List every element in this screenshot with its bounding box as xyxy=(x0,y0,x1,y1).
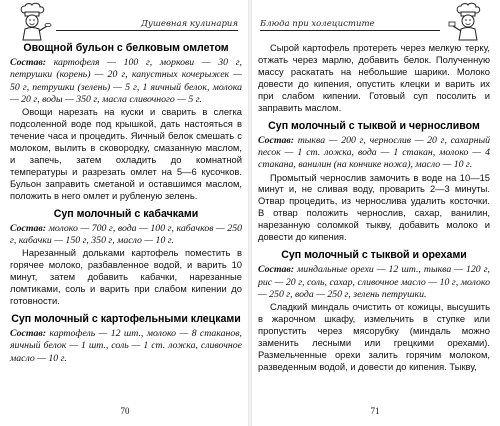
recipe-title: Суп молочный с тыквой и орехами xyxy=(281,249,467,262)
recipe-title: Суп молочный с картофельными клецками xyxy=(11,312,241,325)
chef-illustration-icon xyxy=(12,2,52,42)
instructions-paragraph: Овощи нарезать на куски и сварить в слегка подсоленной воде под крышкой, дать настояться в течение часа и процедить. Яичный белок смешать с молоком, вылить в сковородку, смазанную маслом, и запечь, затем охладить до комнатной температуры и разрезать омлет на 5—6 кусочков. Бульон заправить сметаной и оставшимся маслом, положить в него омлет и рубленую зелень. xyxy=(10,106,242,201)
ingredients-label: Состав: xyxy=(258,134,295,146)
ingredients-label: Состав: xyxy=(10,222,47,234)
running-head: Блюда при холецистите xyxy=(260,19,440,31)
recipe-title: Суп молочный с кабачками xyxy=(53,207,199,220)
page-number: 71 xyxy=(370,406,380,416)
ingredients-line xyxy=(10,57,242,106)
left-header xyxy=(10,0,242,34)
ingredients-text: картофеля — 100 г, моркови — 30 г, петрушки (корень) — 20 г, капустных кочерыжек — 50 г, петрушки (зелень) — 5 г, 1 яичный белок, молока — 20 г, воды — 350 г, масла сливочного — 5 г. xyxy=(10,57,242,105)
recipe-title: Суп молочный с тыквой и черносливом xyxy=(268,119,480,132)
ingredients-line xyxy=(10,223,242,247)
chef-illustration-icon xyxy=(448,2,488,42)
ingredients-text: миндальные орехи — 12 шт., тыква — 120 г, рис — 20 г, соль, сахар, сливочное масло — 10 г, молоко — 250 г, вода — 250 г, зелень петрушки. xyxy=(258,264,490,300)
ingredients-line xyxy=(258,264,490,301)
right-page xyxy=(250,0,500,426)
running-head: Душевная кулинария xyxy=(56,19,238,31)
ingredients-label: Состав: xyxy=(10,328,47,340)
page-number: 70 xyxy=(120,406,130,416)
right-header xyxy=(258,0,490,34)
recipe-title: Овощной бульон с белковым омлетом xyxy=(23,42,229,54)
ingredients-line xyxy=(10,328,242,365)
instructions-paragraph: Промытый чернослив замочить в воде на 10—15 минут и, не сливая воду, проварить 2—3 минуты. Отвар процедить, из чернослива удалить косточки. В отвар положить чернослив, сахар, ванилин, нарезанную соломкой тыкву, добавить молоко и довести до кипения. xyxy=(258,171,490,243)
ingredients-label: Состав: xyxy=(10,57,47,69)
ingredients-text: тыква — 200 г, чернослив — 20 г, сахарный песок — 1 ст. ложка, вода — 1 стакан, молоко — 4 стакана, ванилин (на кончике ножа), масло — 10 г. xyxy=(258,134,490,171)
ingredients-text: молоко — 700 г, вода — 100 г, кабачков — 250 г, кабачки — 150 г, 350 г, масло — 10 г. xyxy=(10,222,243,247)
instructions-paragraph: Сырой картофель протереть через мелкую терку, отжать через марлю, добавить белок. Полученную массу раскатать на небольшие шарики. Молоко довести до кипения, опустить клецки и варить их при слабом кипении. Готовый суп посолить и заправить маслом. xyxy=(258,42,490,113)
instructions-paragraph: Нарезанный дольками картофель поместить в горячее молоко, разбавленное водой, и варить 10 минут, затем добавить кабачки, нарезанные ломтиками, соль и варить при слабом кипении до готовности. xyxy=(10,247,242,306)
ingredients-text: картофель — 12 шт., молоко — 8 стаканов, яичный белок — 1 шт., соль — 1 ст. ложка, сливочное масло — 10 г. xyxy=(10,328,243,364)
ingredients-line xyxy=(258,135,490,172)
ingredients-label: Состав: xyxy=(258,264,295,276)
instructions-paragraph: Сладкий миндаль очистить от кожицы, высушить в жарочном шкафу, измельчить в ступке или пропустить через мясорубку (миндаль можно заменить лесными или грецкими орехами). Размельченные орехи залить горячим молоком, разведенным водой, и довести до кипения. Тыкву, xyxy=(258,301,490,372)
